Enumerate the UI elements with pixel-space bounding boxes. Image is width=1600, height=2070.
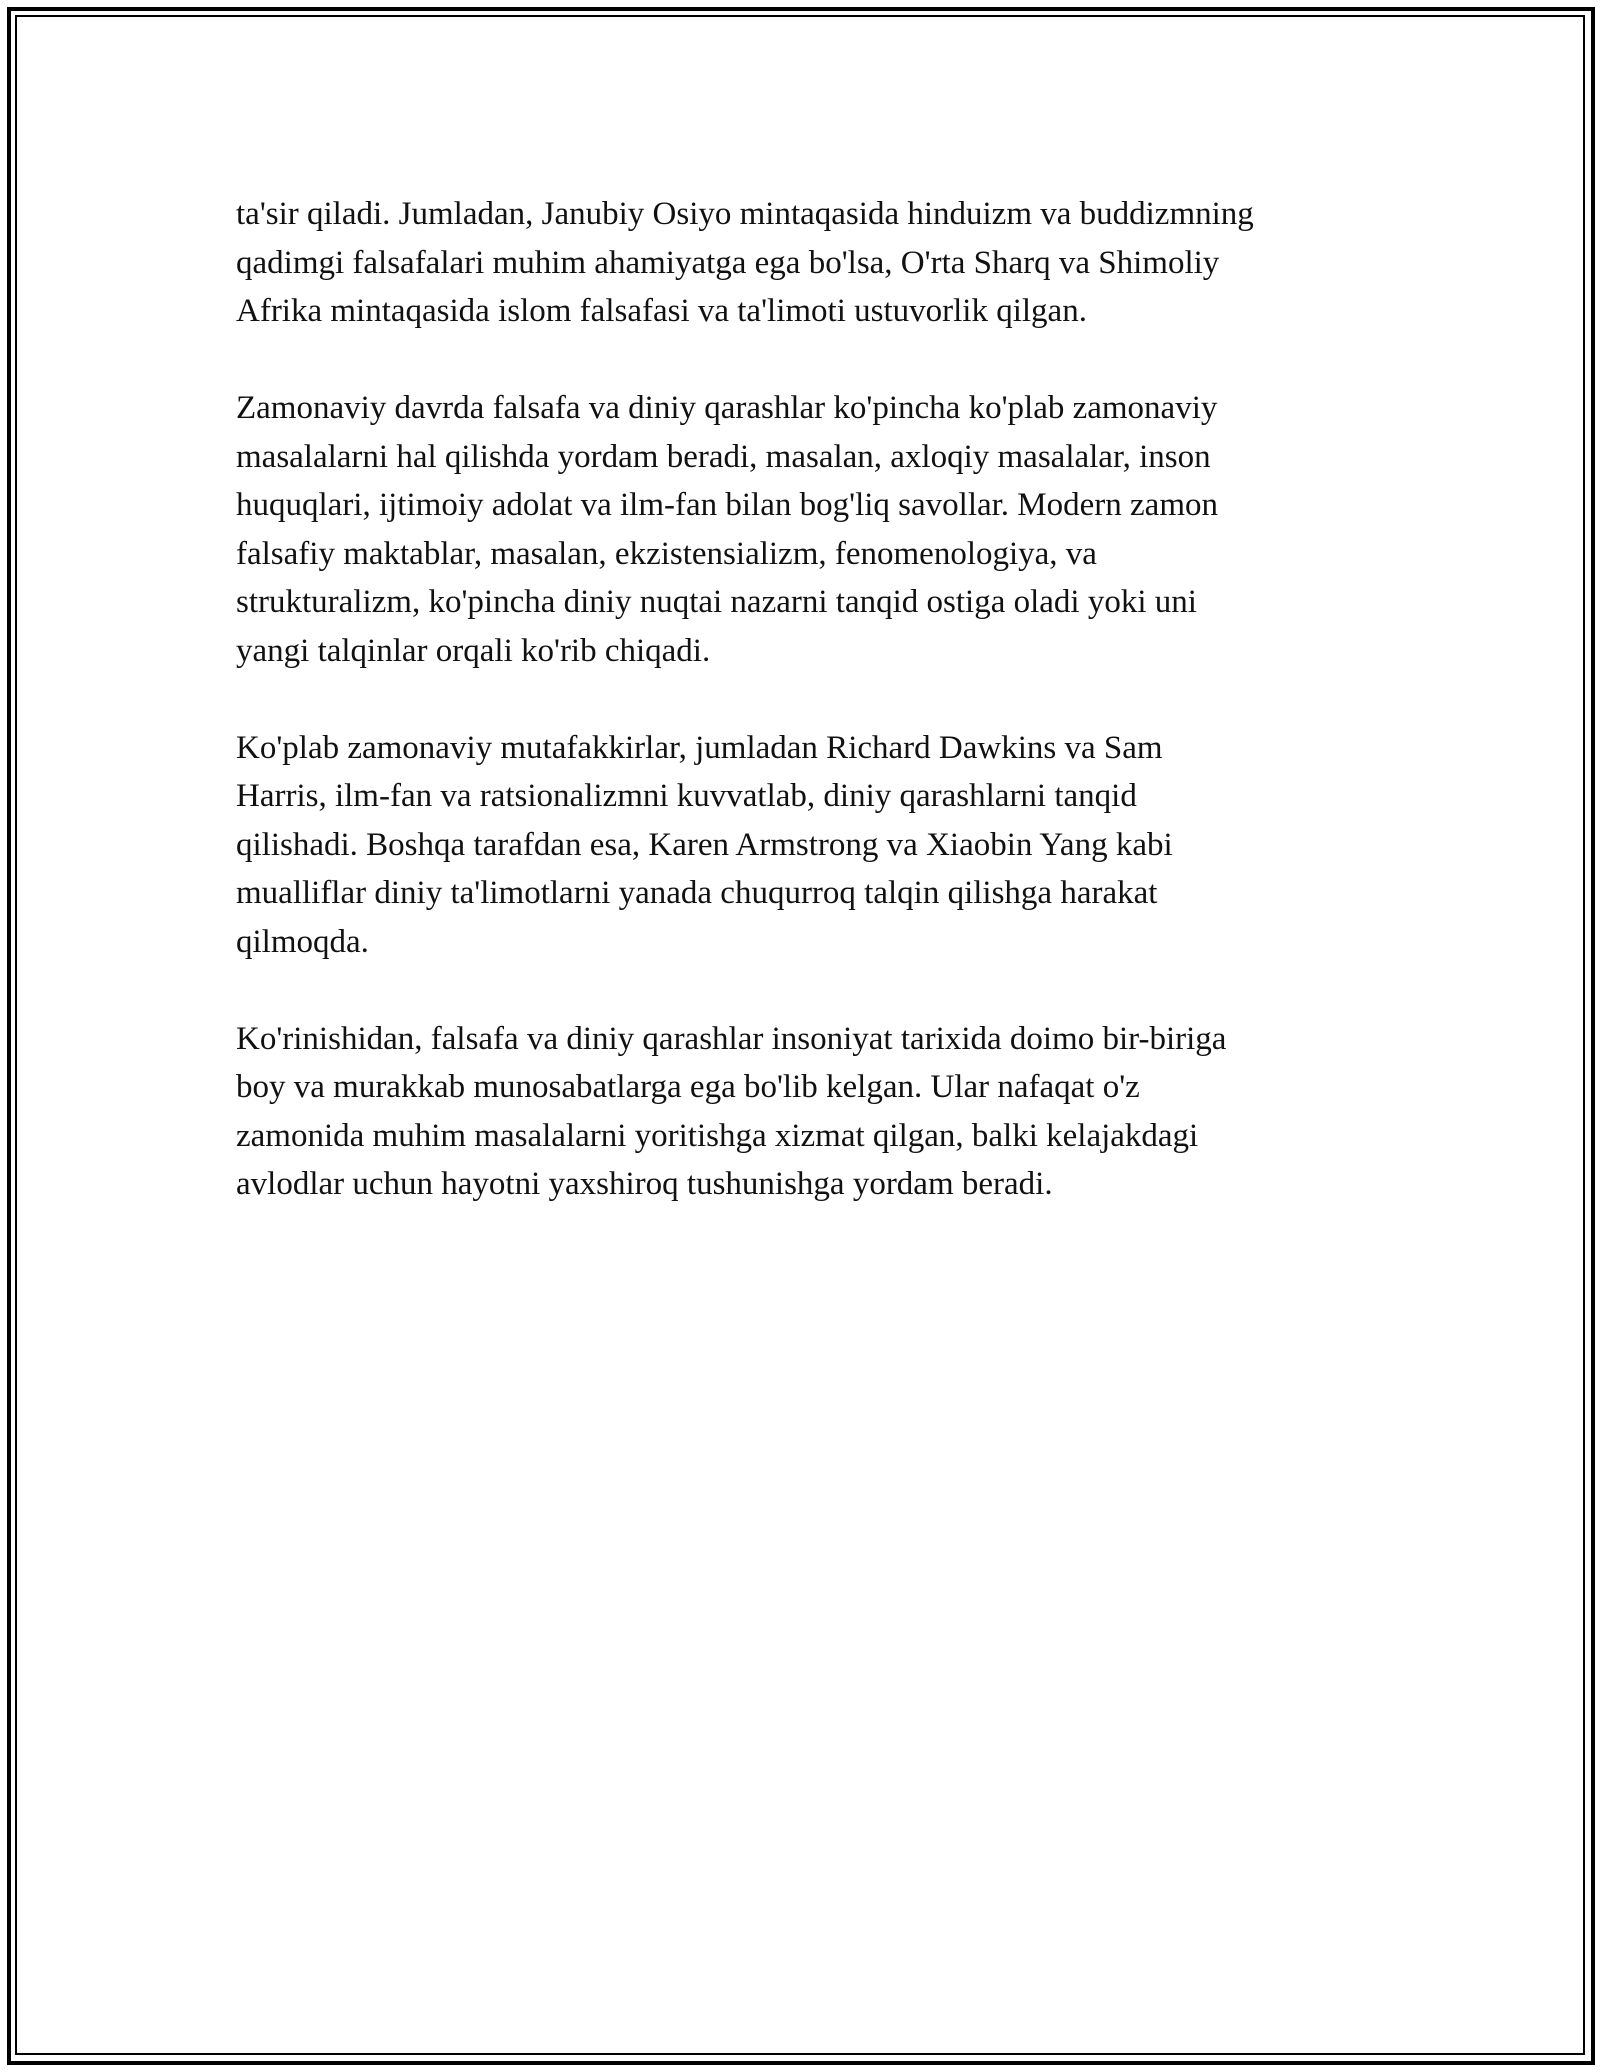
text-line: boy va murakkab munosabatlarga ega bo'lib kelgan. Ular nafaqat o'z <box>236 1069 1140 1105</box>
document-body <box>236 190 1386 1257</box>
text-line: Zamonaviy davrda falsafa va diniy qarashlar ko'pincha ko'plab zamonaviy <box>236 390 1218 426</box>
text-line: huquqlari, ijtimoiy adolat va ilm-fan bilan bog'liq savollar. Modern zamon <box>236 487 1218 523</box>
text-line: Ko'rinishidan, falsafa va diniy qarashlar insoniyat tarixida doimo bir-biriga <box>236 1020 1227 1057</box>
text-line: masalalarni hal qilishda yordam beradi, masalan, axloqiy masalalar, inson <box>236 438 1211 475</box>
text-line: Ko'plab zamonaviy mutafakkirlar, jumladan Richard Dawkins va Sam <box>236 729 1163 766</box>
text-line: qilishadi. Boshqa tarafdan esa, Karen Armstrong va Xiaobin Yang kabi <box>236 826 1173 863</box>
text-line: avlodlar uchun hayotni yaxshiroq tushunishga yordam beradi. <box>236 1166 1053 1202</box>
text-line: ta'sir qiladi. Jumladan, Janubiy Osiyo mintaqasida hinduizm va buddizmning <box>236 196 1254 232</box>
text-line: qilmoqda. <box>236 923 369 960</box>
text-line: yangi talqinlar orqali ko'rib chiqadi. <box>236 632 711 669</box>
text-line: mualliflar diniy ta'limotlarni yanada chuqurroq talqin qilishga harakat <box>236 875 1158 911</box>
text-line: falsafiy maktablar, masalan, ekzistensializm, fenomenologiya, va <box>236 535 1097 572</box>
paragraph-4 <box>236 1015 1386 1209</box>
paragraph-2 <box>236 384 1386 675</box>
paragraph-1 <box>236 190 1386 336</box>
text-line: strukturalizm, ko'pincha diniy nuqtai nazarni tanqid ostiga oladi yoki uni <box>236 584 1197 620</box>
text-line: Afrika mintaqasida islom falsafasi va ta'limoti ustuvorlik qilgan. <box>236 293 1087 329</box>
paragraph-3 <box>236 724 1386 967</box>
text-line: Harris, ilm-fan va ratsionalizmni kuvvatlab, diniy qarashlarni tanqid <box>236 778 1137 814</box>
text-line: zamonida muhim masalalarni yoritishga xizmat qilgan, balki kelajakdagi <box>236 1117 1199 1154</box>
text-line: qadimgi falsafalari muhim ahamiyatga ega bo'lsa, O'rta Sharq va Shimoliy <box>236 244 1220 281</box>
